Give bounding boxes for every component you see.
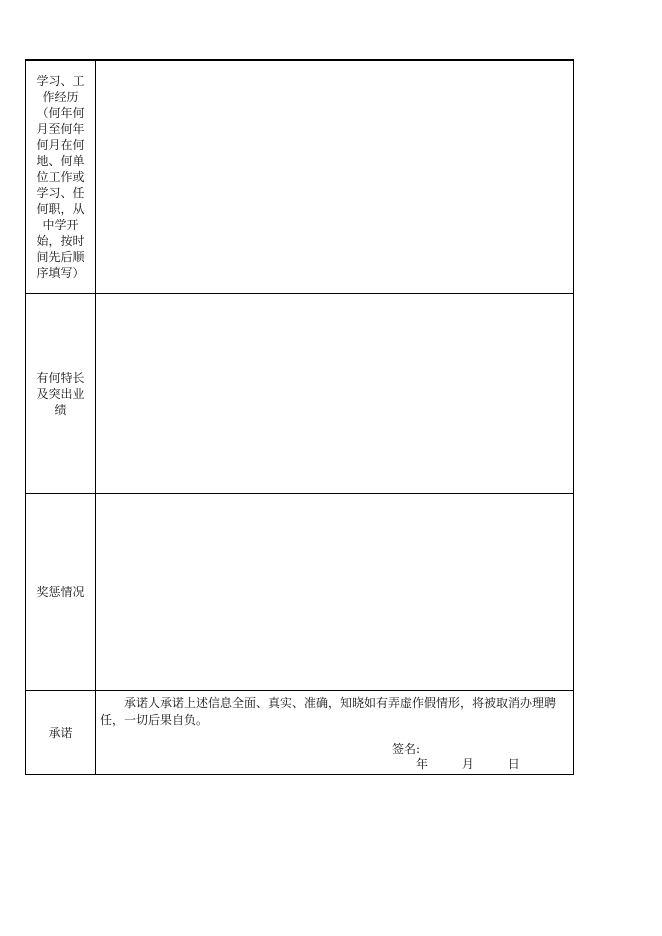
- pledge-statement: 承诺人承诺上述信息全面、真实、准确，知晓如有弄虚作假情形，将被取消办理聘任，一切后果自负。: [100, 696, 557, 727]
- date-day-label: 日: [507, 757, 520, 771]
- pledge-label-cell: [26, 691, 96, 775]
- pledge-content-cell: [96, 691, 574, 775]
- rewards-penalties-label: 奖惩情况: [36, 585, 85, 599]
- form-row-work-history: [26, 60, 574, 294]
- work-history-label: 学习、工作经历（何年何月至何年何月在何地、何单位工作或学习、任何职，从中学开始，按时间先后顺序填写）: [36, 74, 85, 280]
- signature-label: 签名:: [392, 742, 421, 756]
- application-form-table: [25, 59, 574, 775]
- pledge-label: 承诺: [48, 725, 73, 740]
- rewards-penalties-label-cell: [26, 494, 96, 691]
- specialties-content[interactable]: [96, 294, 574, 494]
- work-history-label-cell: [26, 60, 96, 294]
- work-history-content[interactable]: [96, 60, 574, 294]
- form-row-specialties: [26, 294, 574, 494]
- date-year-label: 年: [416, 757, 429, 771]
- signature-date: [416, 755, 520, 772]
- specialties-label-cell: [26, 294, 96, 494]
- rewards-penalties-content[interactable]: [96, 494, 574, 691]
- form-row-pledge: [26, 691, 574, 775]
- form-row-rewards-penalties: [26, 494, 574, 691]
- specialties-label: 有何特长及突出业绩: [36, 370, 85, 417]
- date-month-label: 月: [461, 757, 474, 771]
